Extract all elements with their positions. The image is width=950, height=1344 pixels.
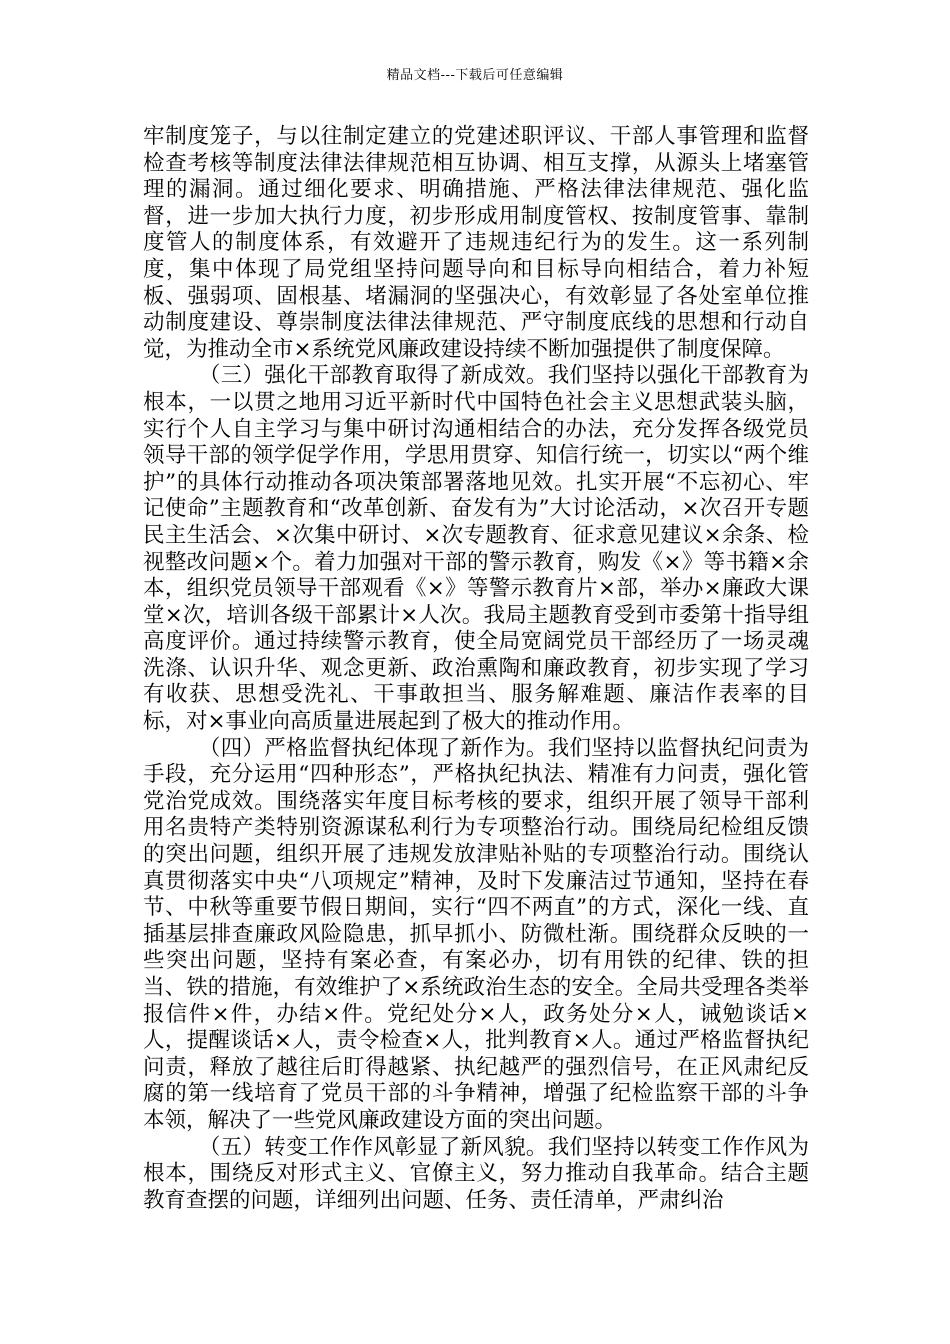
paragraph-institution-building: 牢制度笼子，与以往制定建立的党建述职评议、干部人事管理和监督检查考核等制度法律法律规范相互协调、相互支撑，从源头上堵塞管理的漏洞。通过细化要求、明确措施、严格法律法律规范、强化监督，进一步加大执行力度，初步形成用制度管权、按制度管事、靠制度管人的制度体系，有效避开了违规违纪行为的发生。这一系列制度，集中体现了局党组坚持问题导向和目标导向相结合，着力补短板、强弱项、固根基、堵漏洞的坚强决心，有效彰显了各处室单位推动制度建设、尊崇制度法律法律规范、严守制度底线的思想和行动自觉，为推动全市×系统党风廉政建设持续不断加强提供了制度保障。 bbox=[143, 124, 809, 362]
page-header: 精品文档---下载后可任意编辑 bbox=[386, 68, 564, 83]
paragraph-work-style: （五）转变工作作风彰显了新风貌。我们坚持以转变工作作风为根本，围绕反对形式主义、官僚主义，努力推动自我革命。结合主题教育查摆的问题，详细列出问题、任务、责任清单，严肃纠治 bbox=[143, 1134, 809, 1213]
paragraph-supervision-discipline: （四）严格监督执纪体现了新作为。我们坚持以监督执纪问责为手段，充分运用“四种形态”，严格执纪执法、精准有力问责，强化管党治党成效。围绕落实年度目标考核的要求，组织开展了领导干部利用名贵特产类特别资源谋私利行为专项整治行动。围绕局纪检组反馈的突出问题，组织开展了违规发放津贴补贴的专项整治行动。围绕认真贯彻落实中央“八项规定”精神，及时下发廉洁过节通知，坚持在春节、中秋等重要节假日期间，实行“四不两直”的方式，深化一线、直插基层排查廉政风险隐患，抓早抓小、防微杜渐。围绕群众反映的一些突出问题，坚持有案必查，有案必办，切有用铁的纪律、铁的担当、铁的措施，有效维护了×系统政治生态的安全。全局共受理各类举报信件×件，办结×件。党纪处分×人，政务处分×人，诫勉谈话×人，提醒谈话×人，责令检查×人，批判教育×人。通过严格监督执纪问责，释放了越往后盯得越紧、执纪越严的强烈信号，在正风肃纪反腐的第一线培育了党员干部的斗争精神，增强了纪检监察干部的斗争本领，解决了一些党风廉政建设方面的突出问题。 bbox=[143, 735, 809, 1133]
document-body bbox=[143, 124, 809, 1214]
paragraph-cadre-education: （三）强化干部教育取得了新成效。我们坚持以强化干部教育为根本，一以贯之地用习近平新时代中国特色社会主义思想武装头脑，实行个人自主学习与集中研讨沟通相结合的办法，充分发挥各级党员领导干部的领学促学作用，学思用贯穿、知信行统一，切实以“两个维护”的具体行动推动各项决策部署落地见效。扎实开展“不忘初心、牢记使命”主题教育和“改革创新、奋发有为”大讨论活动，×次召开专题民主生活会、×次集中研讨、×次专题教育、征求意见建议×余条、检视整改问题×个。着力加强对干部的警示教育，购发《×》等书籍×余本，组织党员领导干部观看《×》等警示教育片×部，举办×廉政大课堂×次，培训各级干部累计×人次。我局主题教育受到市委第十指导组高度评价。通过持续警示教育，使全局宽阔党员干部经历了一场灵魂洗涤、认识升华、观念更新、政治熏陶和廉政教育，初步实现了学习有收获、思想受洗礼、干事敢担当、服务解难题、廉洁作表率的目标，对×事业向高质量进展起到了极大的推动作用。 bbox=[143, 363, 809, 735]
